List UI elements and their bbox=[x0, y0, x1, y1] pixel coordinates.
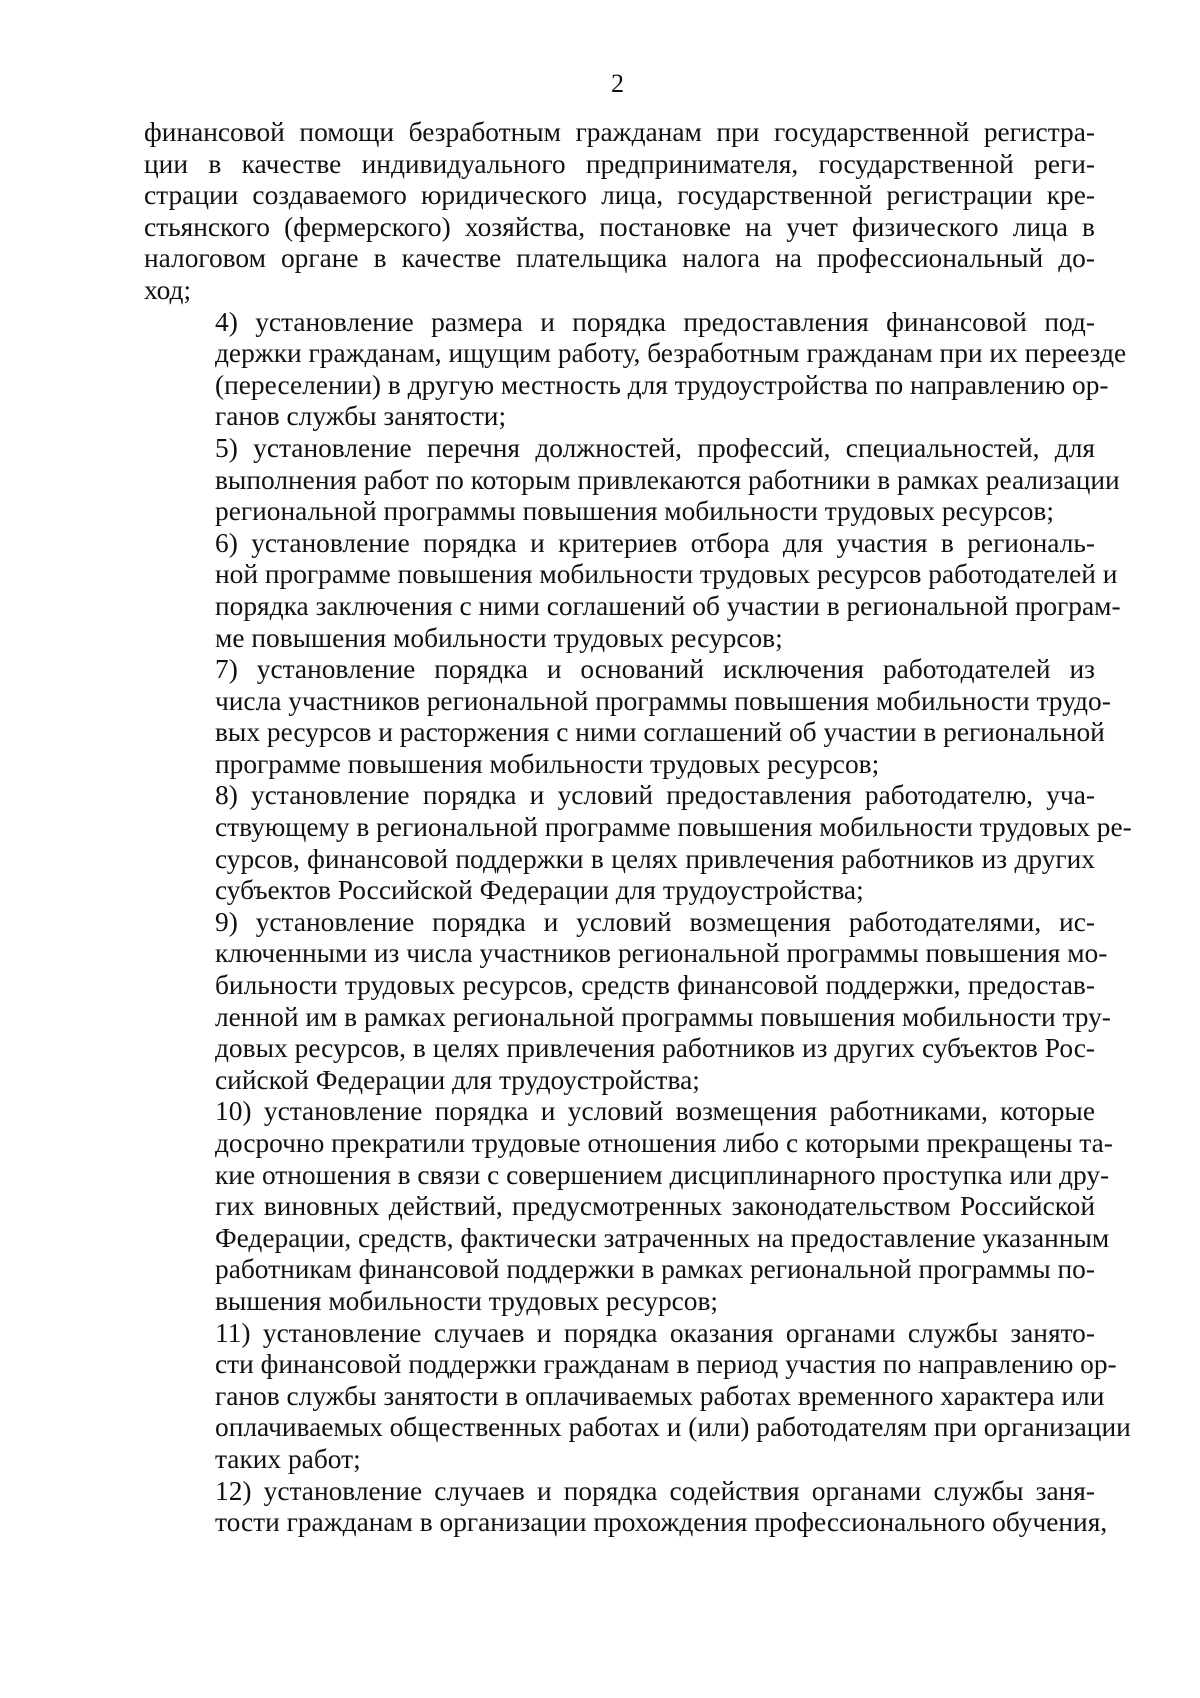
text-line: налоговом органе в качестве плательщика налога на профессиональный до- bbox=[144, 243, 1095, 274]
text-line: вышения мобильности трудовых ресурсов; bbox=[215, 1285, 719, 1316]
text-line: гих виновных действий, предусмотренных законодательством Российской bbox=[215, 1191, 1095, 1222]
text-line: стьянского (фермерского) хозяйства, постановке на учет физического лица в bbox=[144, 211, 1095, 242]
text-line: ганов службы занятости в оплачиваемых работах временного характера или bbox=[215, 1380, 1105, 1411]
text-line: 8) установление порядка и условий предоставления работодателю, уча- bbox=[215, 780, 1095, 811]
text-line: ганов службы занятости; bbox=[215, 401, 507, 432]
text-line: 4) установление размера и порядка предоставления финансовой под- bbox=[215, 306, 1095, 337]
text-line: вых ресурсов и расторжения с ними соглашений об участии в региональной bbox=[215, 717, 1105, 748]
text-line: сийской Федерации для трудоустройства; bbox=[215, 1064, 700, 1095]
text-line: довых ресурсов, в целях привлечения работников из других субъектов Рос- bbox=[215, 1033, 1095, 1064]
paragraph bbox=[144, 654, 1111, 780]
text-line: 10) установление порядка и условий возмещения работниками, которые bbox=[215, 1096, 1095, 1127]
text-line: тости гражданам в организации прохождения профессионального обучения, bbox=[215, 1507, 1108, 1538]
text-line: ствующему в региональной программе повышения мобильности трудовых ре- bbox=[215, 812, 1132, 843]
paragraph bbox=[144, 780, 1132, 906]
text-line: работникам финансовой поддержки в рамках региональной программы по- bbox=[215, 1254, 1095, 1285]
paragraph bbox=[144, 432, 1120, 528]
text-line: ции в качестве индивидуального предпринимателя, государственной реги- bbox=[144, 148, 1095, 179]
text-line: региональной программы повышения мобильности трудовых ресурсов; bbox=[215, 496, 1054, 527]
paragraph bbox=[144, 1317, 1131, 1476]
text-line: сти финансовой поддержки гражданам в период участия по направлению ор- bbox=[215, 1349, 1117, 1380]
text-line: числа участников региональной программы повышения мобильности трудо- bbox=[215, 685, 1111, 716]
text-line: 6) установление порядка и критериев отбора для участия в региональ- bbox=[215, 527, 1095, 558]
text-line: (переселении) в другую местность для трудоустройства по направлению ор- bbox=[215, 369, 1109, 400]
text-line: 9) установление порядка и условий возмещения работодателями, ис- bbox=[215, 906, 1095, 937]
text-line: 11) установление случаев и порядка оказания органами службы занято- bbox=[215, 1317, 1095, 1348]
paragraph bbox=[144, 527, 1121, 654]
document-body bbox=[144, 117, 1132, 1539]
text-line: держки гражданам, ищущим работу, безработным гражданам при их переезде bbox=[215, 338, 1127, 369]
paragraph bbox=[144, 906, 1111, 1097]
text-line: 7) установление порядка и оснований исключения работодателей из bbox=[215, 654, 1095, 685]
text-line: ленной им в рамках региональной программы повышения мобильности тру- bbox=[215, 1001, 1111, 1032]
text-line: Федерации, средств, фактически затраченных на предоставление указанным bbox=[215, 1222, 1110, 1253]
text-line: программе повышения мобильности трудовых ресурсов; bbox=[215, 748, 880, 779]
text-line: ход; bbox=[144, 274, 192, 305]
text-line: ме повышения мобильности трудовых ресурсов; bbox=[215, 622, 783, 653]
text-line: выполнения работ по которым привлекаются работники в рамках реализации bbox=[215, 464, 1120, 495]
text-line: финансовой помощи безработным гражданам при государственной регистра- bbox=[144, 117, 1095, 147]
text-line: 5) установление перечня должностей, профессий, специальностей, для bbox=[215, 432, 1095, 463]
text-line: таких работ; bbox=[215, 1443, 361, 1474]
text-line: страции создаваемого юридического лица, государственной регистрации кре- bbox=[144, 180, 1095, 211]
text-line: бильности трудовых ресурсов, средств финансовой поддержки, предостав- bbox=[215, 970, 1095, 1001]
text-line: ключенными из числа участников региональной программы повышения мо- bbox=[215, 938, 1108, 969]
paragraph bbox=[144, 117, 1095, 307]
text-line: 12) установление случаев и порядка содействия органами службы заня- bbox=[215, 1475, 1095, 1506]
text-line: ной программе повышения мобильности трудовых ресурсов работодателей и bbox=[215, 559, 1118, 590]
text-line: сурсов, финансовой поддержки в целях привлечения работников из других bbox=[215, 843, 1095, 874]
text-line: кие отношения в связи с совершением дисциплинарного проступка или дру- bbox=[215, 1159, 1110, 1190]
paragraph bbox=[144, 306, 1127, 433]
paragraph bbox=[144, 1475, 1108, 1539]
text-line: порядка заключения с ними соглашений об участии в региональной програм- bbox=[215, 590, 1121, 621]
text-line: досрочно прекратили трудовые отношения либо с которыми прекращены та- bbox=[215, 1128, 1113, 1158]
page-number: 2 bbox=[611, 69, 624, 98]
text-line: оплачиваемых общественных работах и (или) работодателям при организации bbox=[215, 1412, 1131, 1443]
paragraph bbox=[144, 1096, 1113, 1317]
text-line: субъектов Российской Федерации для трудоустройства; bbox=[215, 875, 864, 906]
